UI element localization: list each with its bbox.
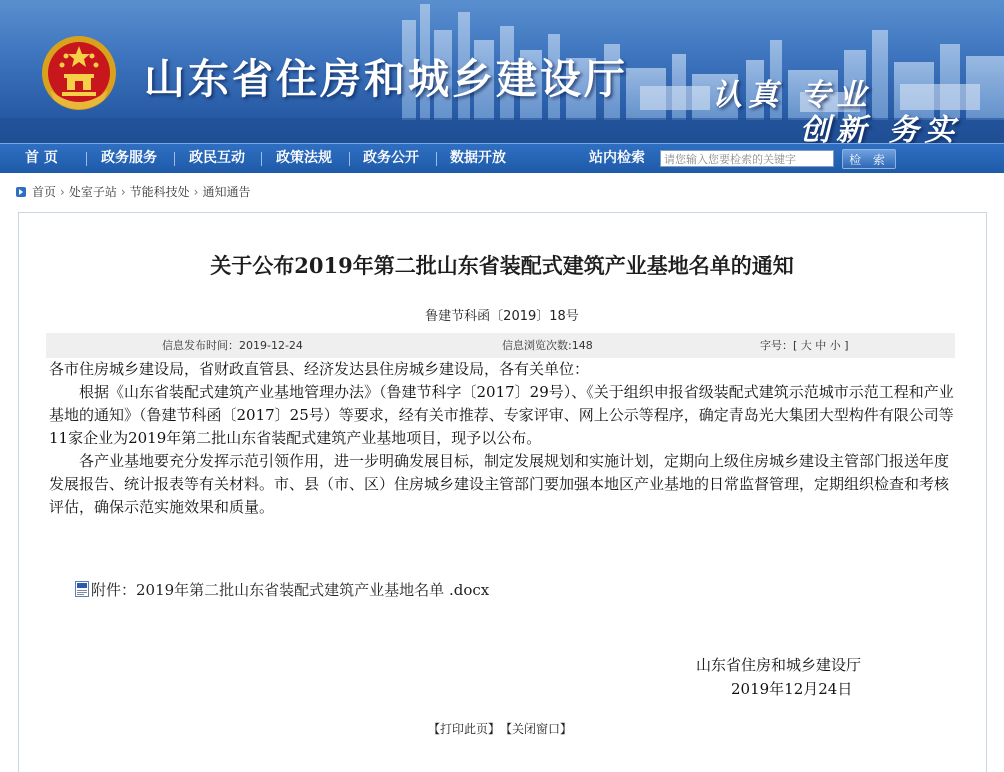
breadcrumb-level3[interactable]: 通知通告 — [202, 185, 251, 199]
publish-time: 信息发布时间：2019-12-24 — [162, 339, 303, 352]
search-button[interactable]: 检 索 — [842, 149, 896, 169]
font-size-label: 字号： — [760, 339, 793, 352]
font-size-medium[interactable]: 中 — [815, 339, 827, 352]
page-actions — [428, 720, 578, 737]
slogan-line-1: 认真 专业 — [712, 78, 873, 113]
signature-organization: 山东省住房和城乡建设厅 — [696, 656, 862, 674]
main-nav — [0, 143, 1004, 173]
breadcrumb-home[interactable]: 首页 — [32, 185, 57, 199]
article-body — [49, 358, 955, 519]
document-number: 鲁建节科函〔2019〕18号 — [425, 309, 579, 324]
article-info-bar — [46, 333, 955, 358]
close-window-link[interactable]: 【关闭窗口】 — [506, 722, 573, 736]
breadcrumb — [16, 183, 251, 201]
nav-separator — [261, 152, 262, 166]
home-icon — [16, 187, 26, 197]
nav-separator — [436, 152, 437, 166]
font-size-small[interactable]: 小 — [829, 339, 841, 352]
salutation: 各市住房城乡建设局，省财政直管县、经济发达县住房城乡建设局，各有关单位： — [49, 360, 590, 378]
font-size-control — [760, 333, 849, 358]
print-page-link[interactable]: 【打印此页】 — [428, 722, 501, 736]
slogan-line-2: 创新 务实 — [800, 113, 961, 143]
article-title: 关于公布2019年第二批山东省装配式建筑产业基地名单的通知 — [210, 253, 794, 278]
nav-separator — [86, 152, 87, 166]
nav-item-policy[interactable]: 政策法规 — [276, 150, 332, 166]
nav-separator — [349, 152, 350, 166]
paragraph-1: 根据《山东省装配式建筑产业基地管理办法》（鲁建节科字〔2017〕29号）、《关于组织申报省级装配式建筑示范城市示范工程和产业基地的通知》（鲁建节科函〔2017〕25号）等要求，经有关市推荐、专家评审、网上公示等程序，确定青岛光大集团大型构件有限公司等11家企业为2019年第二批山东省装配式建筑产业基地项目，现予以公布。 — [49, 383, 954, 447]
view-count: 信息浏览次数:148 — [502, 339, 593, 352]
breadcrumb-separator: › — [120, 185, 126, 199]
site-banner — [0, 0, 1004, 143]
search-label: 站内检索 — [589, 150, 645, 166]
breadcrumb-level2[interactable]: 节能科技处 — [129, 185, 190, 199]
attachment-link[interactable] — [75, 579, 489, 602]
nav-item-gov-services[interactable]: 政务服务 — [101, 150, 157, 166]
nav-item-interaction[interactable]: 政民互动 — [189, 150, 245, 166]
attachment-label: 附件：2019年第二批山东省装配式建筑产业基地名单 .docx — [91, 581, 490, 599]
breadcrumb-separator: › — [60, 185, 65, 199]
breadcrumb-separator: › — [193, 185, 199, 199]
font-size-large[interactable]: 大 — [800, 339, 812, 352]
nav-item-data-open[interactable]: 数据开放 — [450, 150, 506, 166]
paragraph-2: 各产业基地要充分发挥示范引领作用，进一步明确发展目标，制定发展规划和实施计划，定期向上级住房城乡建设主管部门报送年度发展报告、统计报表等有关材料。市、县（市、区）住房城乡建设主管部门要加强本地区产业基地的日常监督管理，定期组织检查和考核评估，确保示范实施效果和质量。 — [49, 452, 950, 516]
font-bracket-open: [ — [793, 339, 798, 352]
national-emblem-icon — [40, 34, 118, 112]
nav-item-home[interactable]: 首 页 — [25, 150, 58, 166]
nav-item-gov-open[interactable]: 政务公开 — [363, 150, 419, 166]
font-bracket-close: ] — [844, 339, 849, 352]
site-title: 山东省住房和城乡建设厅 — [144, 55, 628, 103]
breadcrumb-level1[interactable]: 处室子站 — [68, 185, 117, 199]
signature-date: 2019年12月24日 — [731, 680, 853, 698]
nav-separator — [174, 152, 175, 166]
document-file-icon — [75, 581, 89, 597]
search-input[interactable] — [660, 150, 834, 167]
